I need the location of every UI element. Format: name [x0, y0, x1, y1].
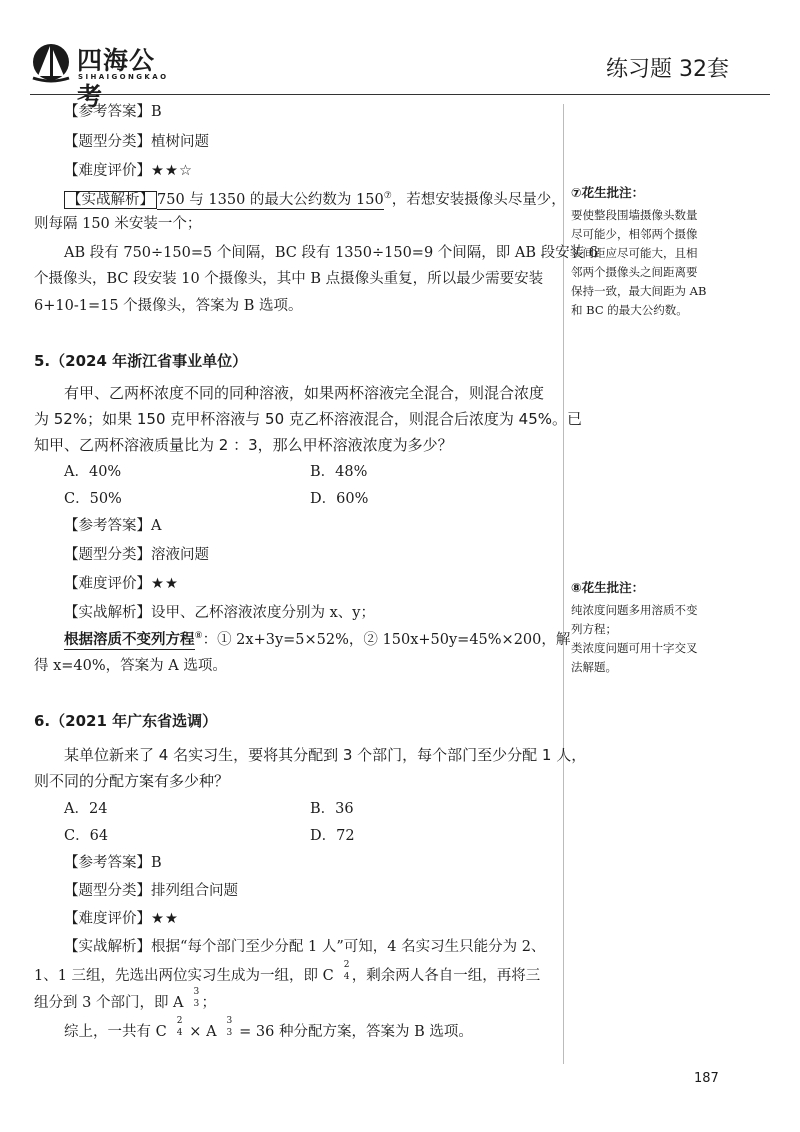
- q6-analysis-line3: 组分到 3 个部门，即 A 3 3 ；: [34, 987, 217, 1011]
- q5-stem-line1: 有甲、乙两杯浓度不同的同种溶液，如果两杯溶液完全混合，则混合浓度: [64, 384, 545, 402]
- q6-answer: 【参考答案】B: [64, 855, 162, 871]
- note-ref-7: ⑦: [383, 191, 392, 202]
- note-title: ⑦花生批注：: [571, 185, 645, 200]
- logo-title: 四海公考: [77, 46, 156, 111]
- q6-analysis-line2: 1、1 三组，先选出两位实习生成为一组，即 C 2 4 ，剩余两人各自一组，再将三: [34, 960, 541, 984]
- q5-stem-line3: 知甲、乙两杯溶液质量比为 2 ：3，那么甲杯溶液浓度为多少？: [34, 436, 453, 454]
- page-number: 187: [694, 1071, 719, 1086]
- q5-heading: 5.（2024 年浙江省事业单位）: [34, 352, 248, 370]
- q6-stem-line2: 则不同的分配方案有多少种？: [34, 772, 230, 790]
- q6-stem-line1: 某单位新来了 4 名实习生，要将其分配到 3 个部门，每个部门至少分配 1 人，: [64, 746, 587, 764]
- q6-option-c: C．64: [64, 828, 109, 844]
- q5-analysis-line3: 得 x=40%，答案为 A 选项。: [34, 658, 227, 674]
- header-rule: [30, 94, 770, 95]
- book-title: 练习题 32套: [606, 57, 729, 82]
- annotated-text: 根据溶质不变列方程: [64, 631, 195, 648]
- q5-analysis-line2: 根据溶质不变列方程⑧：① 2x+3y=5×52%，② 150x+50y=45%×200，解: [64, 631, 571, 648]
- combination-notation: 2 4: [176, 1016, 183, 1039]
- q5-difficulty: 【难度评价】★★: [64, 576, 179, 592]
- q4-type: 【题型分类】植树问题: [64, 134, 209, 150]
- q6-option-a: A．24: [64, 801, 108, 817]
- q6-type: 【题型分类】排列组合问题: [64, 883, 238, 899]
- note-ref-8: ⑧: [194, 631, 203, 642]
- q4-answer: 【参考答案】B: [64, 104, 162, 120]
- logo: [30, 38, 180, 111]
- q5-option-d: D．60%: [310, 491, 369, 507]
- logo-subtitle: SIHAIGONGKAO: [78, 73, 169, 81]
- q4-difficulty: 【难度评价】★★☆: [64, 163, 193, 179]
- q5-answer: 【参考答案】A: [64, 518, 162, 534]
- combination-notation: 2 4: [343, 960, 350, 983]
- difficulty-stars: ★★: [151, 576, 179, 592]
- q6-option-b: B．36: [310, 801, 354, 817]
- sailboat-logo-icon: [30, 38, 72, 86]
- arrangement-notation: 3 3: [226, 1016, 233, 1039]
- q5-stem-line2: 为 52%；如果 150 克甲杯溶液与 50 克乙杯溶液混合，则混合后浓度为 45%。已: [34, 410, 583, 428]
- q4-para-line2: 个摄像头，BC 段安装 10 个摄像头，其中 B 点摄像头重复，所以最少需要安装: [34, 271, 544, 287]
- margin-note-7: ⑦花生批注： 要使整段围墙摄像头数量 尽可能少，相邻两个摄像 头间距应尽可能大，且相 邻两个摄像头之间距离要 保持一致，最大间距为 AB 和 BC 的最大公约数。: [571, 183, 731, 318]
- q6-heading: 6.（2021 年广东省选调）: [34, 712, 218, 730]
- q4-analysis-line1: 【实战解析】 750 与 1350 的最大公约数为 150⑦，若想安装摄像头尽量少，: [64, 191, 566, 210]
- difficulty-stars: ★★: [151, 911, 179, 927]
- q5-option-b: B．48%: [310, 464, 368, 480]
- margin-note-8: ⑧花生批注： 纯浓度问题多用溶质不变 列方程； 类浓度问题可用十字交叉 法解题。: [571, 578, 731, 675]
- q5-analysis-line1: 【实战解析】设甲、乙杯溶液浓度分别为 x、y；: [64, 605, 375, 621]
- q4-para-line1: AB 段有 750÷150=5 个间隔，BC 段有 1350÷150=9 个间隔，即 AB 段安装 6: [64, 245, 598, 261]
- q5-type: 【题型分类】溶液问题: [64, 547, 209, 563]
- note-title: ⑧花生批注：: [571, 580, 645, 595]
- q4-analysis-line2: 则每隔 150 米安装一个；: [34, 216, 202, 232]
- q4-para-line3: 6+10-1=15 个摄像头，答案为 B 选项。: [34, 298, 303, 314]
- q5-option-a: A．40%: [64, 464, 122, 480]
- q6-analysis-line1: 【实战解析】根据“每个部门至少分配 1 人”可知，4 名实习生只能分为 2、: [64, 939, 546, 955]
- q6-summary: 综上，一共有 C 2 4 × A 3 3 = 36 种分配方案，答案为 B 选项。: [64, 1016, 473, 1040]
- arrangement-notation: 3 3: [193, 987, 200, 1010]
- analysis-label-boxed: 【实战解析】: [64, 191, 157, 209]
- difficulty-stars: ★★☆: [151, 163, 193, 179]
- q6-difficulty: 【难度评价】★★: [64, 911, 179, 927]
- annotated-text: 750 与 1350 的最大公约数为 150: [157, 192, 384, 208]
- q5-option-c: C．50%: [64, 491, 122, 507]
- q6-option-d: D．72: [310, 828, 355, 844]
